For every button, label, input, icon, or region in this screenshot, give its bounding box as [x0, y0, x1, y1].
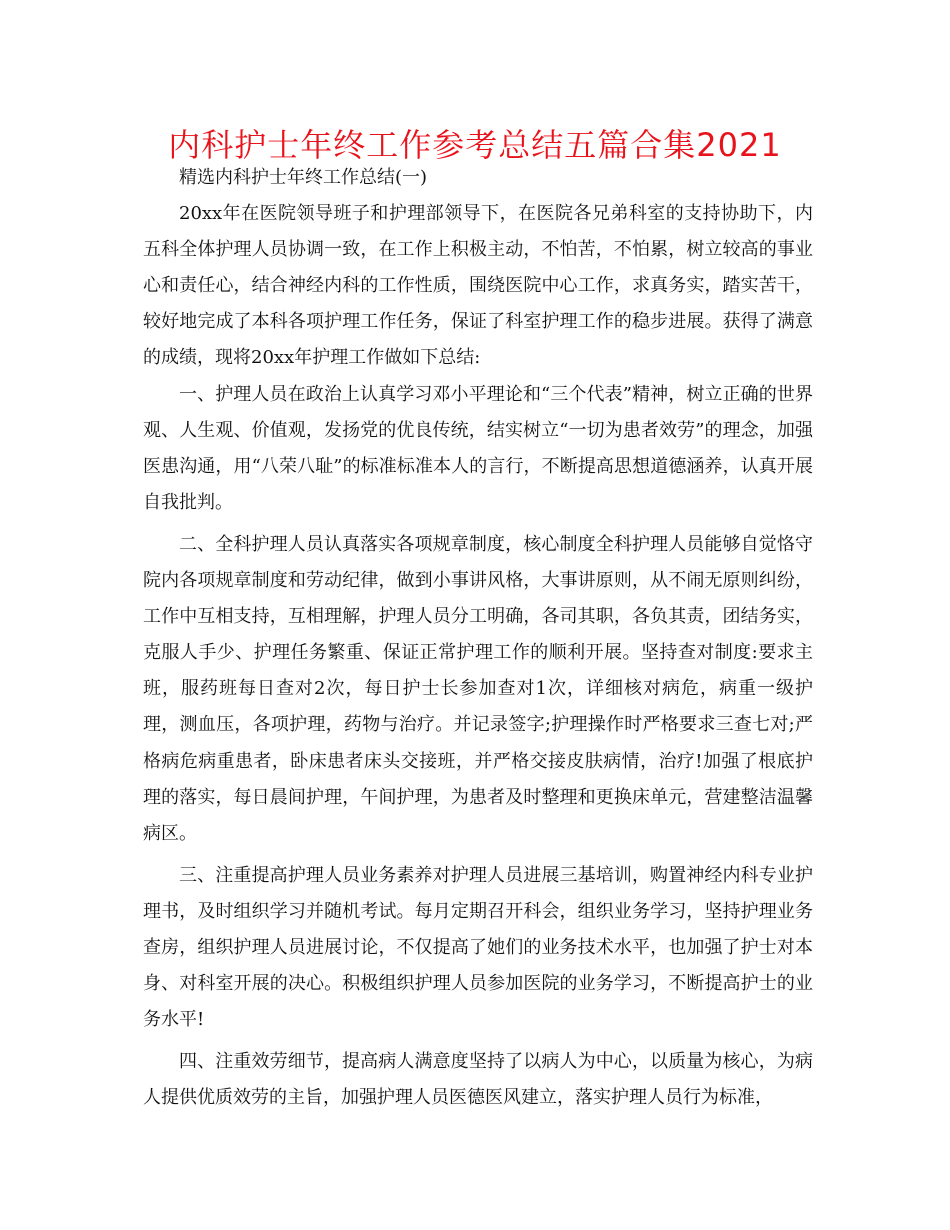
paragraph-section-2: 二、全科护理人员认真落实各项规章制度，核心制度全科护理人员能够自觉恪守院内各项规章制度和劳动纪律，做到小事讲风格，大事讲原则，从不闹无原则纠纷，工作中互相支持，互相理解，护理人员分工明确，各司其职，各负其责，团结务实，克服人手少、护理任务繁重、保证正常护理工作的顺利开展。坚持查对制度:要求主班，服药班每日查对2次，每日护士长参加查对1次，详细核对病危，病重一级护理，测血压，各项护理，药物与治疗。并记录签字;护理操作时严格要求三查七对;严格病危病重患者，卧床患者床头交接班，并严格交接皮肤病情，治疗!加强了根底护理的落实，每日晨间护理，午间护理，为患者及时整理和更换床单元，营建整洁温馨病区。 [143, 533, 813, 844]
paragraph-intro: 20xx年在医院领导班子和护理部领导下，在医院各兄弟科室的支持协助下，内五科全体护理人员协调一致，在工作上积极主动，不怕苦，不怕累，树立较高的事业心和责任心，结合神经内科的工作性质，围绕医院中心工作，求真务实，踏实苦干，较好地完成了本科各项护理工作任务，保证了科室护理工作的稳步进展。获得了满意的成绩，现将20xx年护理工作做如下总结: [143, 203, 813, 369]
document-body [143, 160, 813, 1116]
paragraph-section-3: 三、注重提高护理人员业务素养对护理人员进展三基培训，购置神经内科专业护理书，及时组织学习并随机考试。每月定期召开科会，组织业务学习，坚持护理业务查房，组织护理人员进展讨论，不仅提高了她们的业务技术水平，也加强了护士对本身、对科室开展的决心。积极组织护理人员参加医院的业务学习，不断提高护士的业务水平! [143, 864, 813, 1031]
document-title: 内科护士年终工作参考总结五篇合集2021 [168, 126, 782, 164]
document-subtitle: 精选内科护士年终工作总结(一) [179, 167, 428, 188]
paragraph-section-4: 四、注重效劳细节，提高病人满意度坚持了以病人为中心，以质量为核心，为病人提供优质效劳的主旨，加强护理人员医德医风建立，落实护理人员行为标准， [143, 1051, 813, 1109]
paragraph-section-1: 一、护理人员在政治上认真学习邓小平理论和“三个代表”精神，树立正确的世界观、人生观、价值观，发扬党的优良传统，结实树立“一切为患者效劳”的理念，加强医患沟通，用“八荣八耻”的标准标准本人的言行，不断提高思想道德涵养，认真开展自我批判。 [143, 383, 813, 513]
